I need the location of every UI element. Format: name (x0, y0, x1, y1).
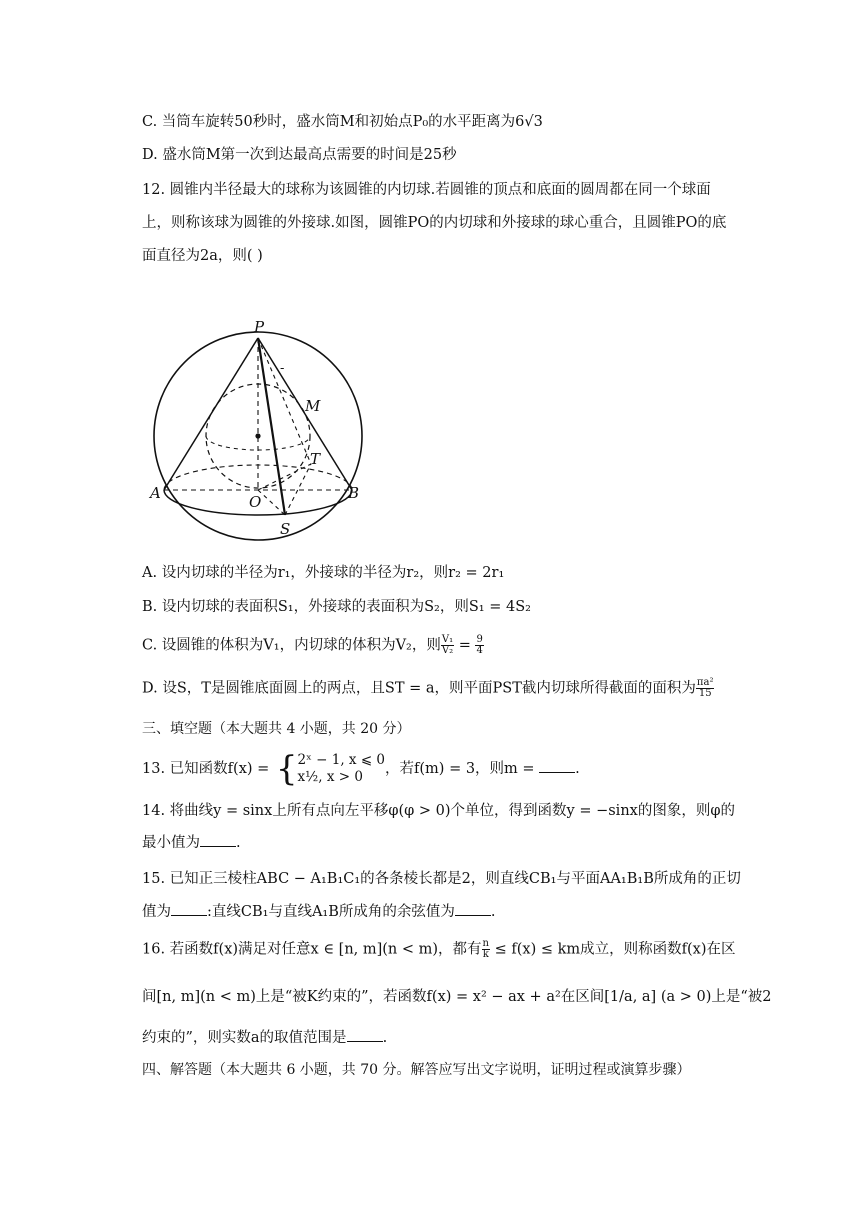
segment-ot (258, 464, 311, 490)
q12-option-d-fraction (696, 678, 715, 699)
q16-lead: 16. 若函数f(x)满足对任意x ∈ [n, m](n < m)，都有 (142, 941, 482, 958)
q14-lead: 最小值为 (142, 835, 200, 851)
period: . (382, 1030, 388, 1046)
q12-stem-line1: 12. 圆锥内半径最大的球称为该圆锥的内切球.若圆锥的顶点和底面的圆周都在同一个球面 (142, 182, 711, 198)
q16-fraction (482, 939, 490, 960)
q16-line1 (142, 939, 736, 960)
fraction-denominator: k (482, 949, 489, 960)
fraction-denominator: 4 (476, 645, 483, 656)
q14-answer-blank (200, 834, 236, 847)
cone-side-left (164, 338, 258, 490)
period: . (236, 835, 241, 851)
case-2: x½, x > 0 (297, 769, 363, 785)
q12-stem-line2: 上，则称该球为圆锥的外接球.如图，圆锥PO的内切球和外接球的球心重合，且圆锥PO的底 (142, 215, 727, 231)
label-dash: - (280, 361, 285, 376)
fraction-denominator: V₂ (441, 645, 454, 656)
label-s: S (280, 520, 291, 538)
q14-line2 (142, 833, 241, 853)
q15-line1: 15. 已知正三棱柱ABC − A₁B₁C₁的各条棱长都是2，则直线CB₁与平面AA₁B₁B所成角的正切 (142, 871, 741, 887)
label-t: T (310, 450, 321, 468)
q13-answer-blank (539, 760, 575, 773)
q15-lead: 值为 (142, 904, 171, 920)
label-b: B (348, 484, 360, 502)
q13-tail: ，若f(m) = 3，则m = (385, 761, 540, 777)
label-a: A (150, 484, 161, 502)
section-4-heading: 四、解答题（本大题共 6 小题，共 70 分。解答应写出文字说明，证明过程或演算步骤） (142, 1062, 691, 1078)
segment-pt (258, 338, 311, 464)
q15-mid: :直线CB₁与直线A₁B所成角的余弦值为 (207, 904, 455, 920)
cone-sphere-figure (148, 314, 372, 544)
brace-icon: { (275, 749, 298, 789)
cone-sphere-diagram (148, 314, 372, 544)
q11-option-d: D. 盛水筒M第一次到达最高点需要的时间是25秒 (142, 147, 457, 163)
label-p: P (254, 318, 265, 336)
q16-tail: ≤ f(x) ≤ km成立，则称函数f(x)在区 (490, 941, 736, 958)
fraction-numerator: n (482, 938, 489, 949)
q12-option-b: B. 设内切球的表面积S₁，外接球的表面积为S₂，则S₁ = 4S₂ (142, 599, 531, 615)
q13 (142, 749, 580, 789)
q12-option-c-value (475, 635, 483, 656)
fraction-numerator: 9 (476, 634, 483, 645)
q15-answer-blank-2 (455, 903, 491, 916)
case-1: 2ˣ − 1, x ⩽ 0 (297, 752, 386, 768)
q13-lead: 13. 已知函数f(x) = (142, 761, 274, 777)
period: . (490, 904, 496, 920)
q13-piecewise (275, 749, 386, 789)
q12-option-a: A. 设内切球的半径为r₁，外接球的半径为r₂，则r₂ = 2r₁ (142, 565, 505, 581)
q16-lead-3: 约束的”，则实数a的取值范围是 (142, 1030, 347, 1046)
q16-line3 (142, 1028, 387, 1048)
segment-st (285, 464, 311, 515)
sphere-center-dot (255, 433, 260, 438)
q12-option-c-text: C. 设圆锥的体积为V₁，内切球的体积为V₂，则 (142, 637, 441, 654)
fraction-numerator: πa² (696, 677, 714, 688)
q12-option-c-fraction (441, 635, 454, 656)
q12-option-d-text: D. 设S，T是圆锥底面圆上的两点，且ST = a，则平面PST截内切球所得截面的面积为 (142, 680, 696, 697)
label-o: O (249, 493, 262, 511)
period: . (575, 761, 580, 777)
q14-line1: 14. 将曲线y = sinx上所有点向左平移φ(φ > 0)个单位，得到函数y = −sinx的图象，则φ的 (142, 803, 735, 819)
q16-answer-blank (347, 1029, 383, 1042)
q15-answer-blank-1 (171, 903, 207, 916)
q12-option-c (142, 635, 484, 656)
fraction-numerator: V₁ (441, 634, 454, 645)
equals-sign: = (454, 637, 476, 654)
q11-option-c: C. 当筒车旋转50秒时，盛水筒M和初始点P₀的水平距离为6√3 (142, 114, 543, 130)
q12-stem-line3: 面直径为2a，则( ) (142, 248, 263, 264)
label-m: M (305, 397, 321, 415)
q16-line2: 间[n, m](n < m)上是“被K约束的”，若函数f(x) = x² − ax + a²在区间[1/a, a] (a > 0)上是“被2 (142, 989, 772, 1005)
fraction-denominator: 15 (698, 688, 712, 699)
q15-line2 (142, 902, 496, 922)
section-3-heading: 三、填空题（本大题共 4 小题，共 20 分） (142, 721, 411, 737)
q12-option-d (142, 678, 714, 699)
piecewise-cases (298, 752, 385, 786)
